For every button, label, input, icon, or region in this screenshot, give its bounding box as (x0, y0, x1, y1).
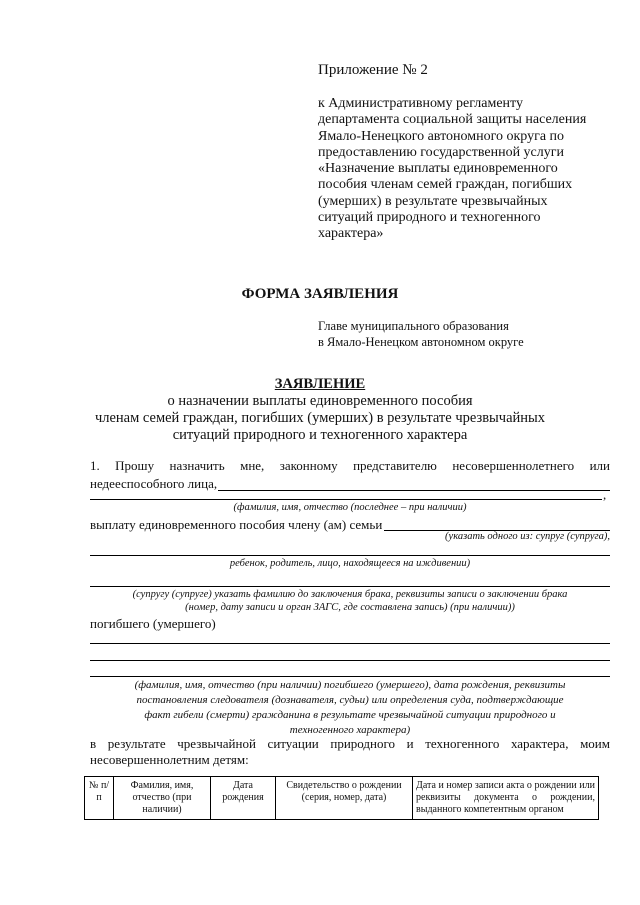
regulation-line: (умерших) в результате чрезвычайных (318, 193, 548, 209)
form-title: ФОРМА ЗАЯВЛЕНИЯ (241, 286, 399, 302)
comma: , (603, 487, 607, 502)
col-number: № п/п (85, 777, 114, 820)
caption-fio: (фамилия, имя, отчество (последнее – при наличии) (233, 502, 467, 513)
paragraph-1-line: 1. Прошу назначить мне, законному представителю несовершеннолетнего или (90, 458, 610, 473)
addressee-line: в Ямало-Ненецком автономном округе (318, 335, 524, 349)
caption-spouse: (супругу (супруге) указать фамилию до заключения брака, реквизиты записи о заключении брака (132, 589, 568, 600)
caption-line: факт гибели (смерти) гражданина в результате чрезвычайной ситуации природного и (144, 709, 556, 721)
statement-title: ЗАЯВЛЕНИЕ (274, 376, 366, 392)
appendix-number: Приложение № 2 (318, 62, 428, 78)
fill-in-line[interactable] (218, 490, 610, 491)
table-header-row (85, 777, 599, 820)
fill-in-line[interactable] (90, 660, 610, 661)
col-record: Дата и номер записи акта о рождении или реквизиты документа о рождении, выданного компетентным органом (413, 777, 599, 820)
result-line: несовершеннолетним детям: (90, 752, 249, 767)
regulation-line: предоставлению государственной услуги (318, 144, 564, 160)
statement-line: о назначении выплаты единовременного пособия (167, 393, 473, 409)
children-table (84, 776, 599, 820)
fill-in-line[interactable] (90, 586, 610, 587)
caption-spouse: (номер, дату записи и орган ЗАГС, где составлена запись) (при наличии)) (185, 602, 515, 613)
col-birth-date: Дата рождения (211, 777, 276, 820)
addressee (318, 318, 524, 350)
payment-label: выплату единовременного пособия члену (ам) семьи (90, 517, 383, 532)
deceased-label: погибшего (умершего) (90, 616, 216, 631)
fill-in-line[interactable] (90, 643, 610, 644)
paragraph-1-line: недееспособного лица, (90, 476, 218, 491)
statement-line: ситуаций природного и техногенного характера (172, 427, 468, 443)
regulation-line: «Назначение выплаты единовременного (318, 161, 558, 177)
caption-line: техногенного характера) (289, 724, 411, 736)
fill-in-line[interactable] (90, 499, 602, 500)
caption-relatives: ребенок, родитель, лицо, находящееся на иждивении) (229, 558, 471, 569)
regulation-reference (318, 96, 608, 243)
col-fio: Фамилия, имя, отчество (при наличии) (114, 777, 211, 820)
result-line: в результате чрезвычайной ситуации природного и техногенного характера, моим (90, 736, 610, 751)
caption-deceased (90, 678, 610, 738)
statement-heading (0, 376, 640, 444)
regulation-line: характера» (318, 226, 384, 242)
col-certificate: Свидетельство о рождении (серия, номер, дата) (276, 777, 413, 820)
fill-in-line[interactable] (90, 555, 610, 556)
caption-line: (фамилия, имя, отчество (при наличии) погибшего (умершего), дата рождения, реквизиты (134, 679, 566, 691)
regulation-line: Ямало-Ненецкого автономного округа по (318, 128, 565, 144)
regulation-line: к Административному регламенту (318, 96, 523, 111)
regulation-line: департамента социальной защиты населения (318, 112, 587, 128)
fill-in-line[interactable] (90, 676, 610, 677)
statement-line: членам семей граждан, погибших (умерших) в результате чрезвычайных (94, 410, 546, 426)
regulation-line: пособия членам семей граждан, погибших (318, 177, 573, 193)
caption-indicate: (указать одного из: супруг (супруга), (445, 531, 610, 542)
caption-line: постановления следователя (дознавателя, судьи) или определения суда, подтверждающие (136, 694, 564, 706)
addressee-line: Главе муниципального образования (318, 319, 509, 333)
regulation-line: ситуаций природного и техногенного (318, 210, 541, 226)
